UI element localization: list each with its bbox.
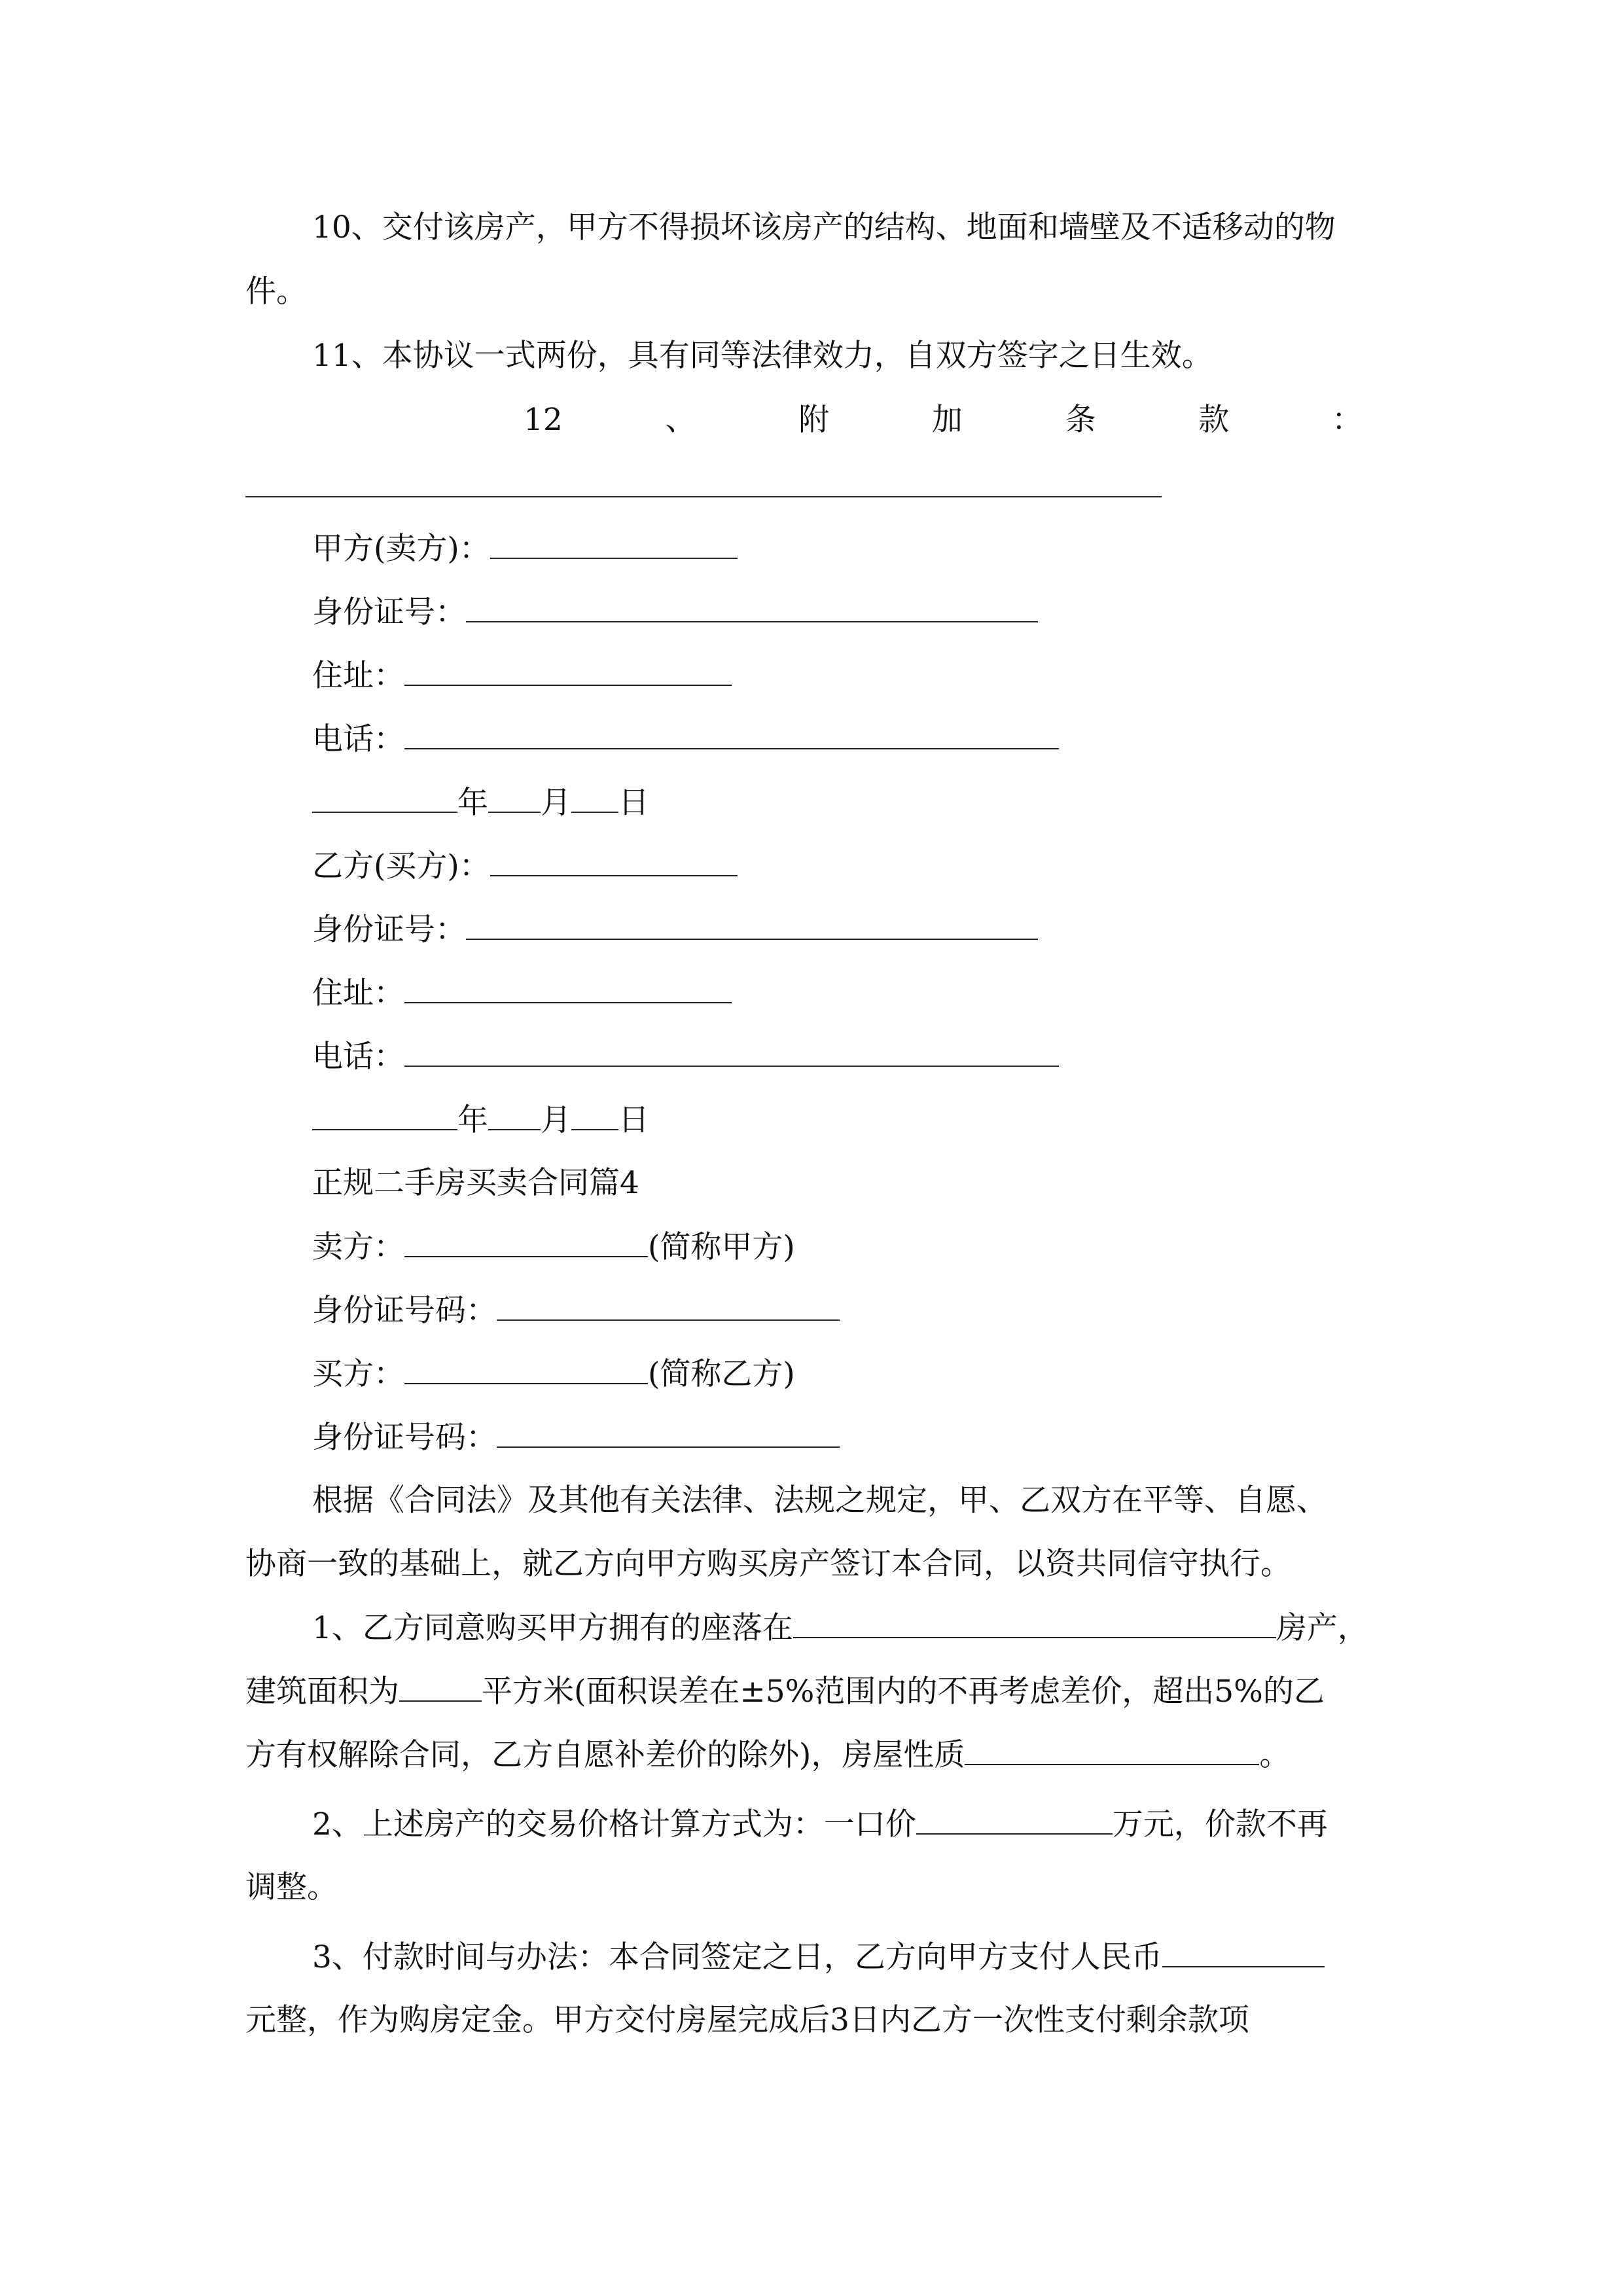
day-blank[interactable]	[571, 1100, 618, 1130]
buyer-label: 买方：	[312, 1356, 404, 1392]
month-label: 月	[541, 1102, 571, 1138]
seller-name-blank[interactable]	[404, 1227, 648, 1257]
party-a-label: 甲方(卖方)：	[312, 531, 490, 567]
party-b-address-line	[312, 973, 732, 1013]
clause-12-char: 条	[1065, 402, 1096, 438]
day-label: 日	[618, 785, 649, 821]
term-1-text: 1、乙方同意购买甲方拥有的座落在	[312, 1610, 793, 1646]
party-b-id-blank[interactable]	[466, 910, 1038, 940]
party-b-date-line	[312, 1100, 649, 1140]
year-blank[interactable]	[312, 783, 457, 813]
term-1-line-3	[245, 1735, 1290, 1775]
buyer-id-label: 身份证号码：	[312, 1420, 497, 1456]
clause-12-char: 12	[524, 402, 563, 438]
price-blank[interactable]	[916, 1804, 1113, 1835]
party-a-id-label: 身份证号：	[312, 594, 466, 630]
clause-10-line-2: 件。	[245, 274, 307, 310]
party-a-phone-line	[312, 719, 1059, 759]
day-blank[interactable]	[571, 783, 618, 813]
term-2-text: 2、上述房产的交易价格计算方式为：一口价	[312, 1806, 916, 1842]
clause-12-heading	[524, 401, 1363, 440]
clause-12-char: 、	[665, 402, 696, 438]
party-a-phone-label: 电话：	[312, 721, 404, 757]
party-a-address-blank[interactable]	[404, 656, 732, 686]
day-label: 日	[618, 1102, 649, 1138]
party-b-line	[312, 846, 738, 886]
party-b-id-line	[312, 910, 1038, 950]
clause-12-char: 附	[798, 402, 830, 438]
term-1-text: 建筑面积为	[245, 1674, 399, 1710]
term-1-text: 方有权解除合同，乙方自愿补差价的除外)，房屋性质	[245, 1737, 965, 1773]
term-3-text: 3、付款时间与办法：本合同签定之日，乙方向甲方支付人民币	[312, 1939, 1162, 1975]
party-b-name-blank[interactable]	[490, 846, 738, 876]
clause-11: 11、本协议一式两份，具有同等法律效力，自双方签字之日生效。	[312, 338, 1213, 374]
term-3-line-2: 元整，作为购房定金。甲方交付房屋完成后3日内乙方一次性支付剩余款项	[245, 2002, 1249, 2038]
term-3-line-1	[312, 1937, 1325, 1977]
party-b-address-label: 住址：	[312, 975, 404, 1011]
year-blank[interactable]	[312, 1100, 457, 1130]
month-blank[interactable]	[488, 1100, 541, 1130]
seller-line	[312, 1227, 795, 1267]
year-label: 年	[457, 785, 488, 821]
clause-12-char: 加	[931, 402, 963, 438]
party-b-phone-label: 电话：	[312, 1039, 404, 1075]
party-a-name-blank[interactable]	[490, 529, 738, 559]
seller-id-line	[312, 1291, 840, 1331]
seller-id-label: 身份证号码：	[312, 1293, 497, 1329]
party-b-id-label: 身份证号：	[312, 912, 466, 948]
seller-suffix: (简称甲方)	[648, 1229, 795, 1265]
term-2-line-1	[312, 1804, 1328, 1844]
term-1-text: 。	[1259, 1737, 1291, 1773]
deposit-blank[interactable]	[1162, 1937, 1325, 1967]
property-location-blank[interactable]	[793, 1608, 1276, 1638]
term-1-line-1	[312, 1608, 1368, 1648]
preamble-line-2: 协商一致的基础上，就乙方向甲方购买房产签订本合同，以资共同信守执行。	[245, 1546, 1291, 1582]
buyer-name-blank[interactable]	[404, 1354, 648, 1384]
preamble-line-1: 根据《合同法》及其他有关法律、法规之规定，甲、乙双方在平等、自愿、	[312, 1482, 1327, 1518]
clause-12-char: ：	[1331, 402, 1363, 438]
clause-10-line-1: 10、交付该房产，甲方不得损坏该房产的结构、地面和墙壁及不适移动的物	[312, 209, 1336, 245]
party-b-phone-blank[interactable]	[404, 1037, 1059, 1067]
buyer-id-line	[312, 1418, 840, 1458]
seller-id-blank[interactable]	[497, 1291, 840, 1321]
term-2-line-2: 调整。	[245, 1869, 338, 1905]
area-blank[interactable]	[399, 1672, 482, 1702]
month-label: 月	[541, 785, 571, 821]
party-a-id-blank[interactable]	[466, 592, 1038, 622]
property-nature-blank[interactable]	[965, 1735, 1259, 1765]
contract-title: 正规二手房买卖合同篇4	[312, 1165, 639, 1201]
party-a-line	[312, 529, 738, 569]
clause-12-char: 款	[1198, 402, 1230, 438]
seller-label: 卖方：	[312, 1229, 404, 1265]
party-b-label: 乙方(买方)：	[312, 848, 490, 884]
buyer-suffix: (简称乙方)	[648, 1356, 795, 1392]
buyer-line	[312, 1354, 795, 1394]
party-a-id-line	[312, 592, 1038, 632]
party-b-address-blank[interactable]	[404, 973, 732, 1003]
party-a-date-line	[312, 783, 649, 823]
term-2-text: 万元，价款不再	[1112, 1806, 1328, 1842]
year-label: 年	[457, 1102, 488, 1138]
additional-terms-blank[interactable]	[245, 496, 1162, 497]
party-a-phone-blank[interactable]	[404, 719, 1059, 749]
term-1-line-2	[245, 1672, 1325, 1712]
month-blank[interactable]	[488, 783, 541, 813]
party-b-phone-line	[312, 1037, 1059, 1077]
term-1-text: 房产，	[1275, 1610, 1368, 1646]
party-a-address-line	[312, 656, 732, 696]
buyer-id-blank[interactable]	[497, 1418, 840, 1448]
term-1-text: 平方米(面积误差在±5%范围内的不再考虑差价，超出5%的乙	[482, 1674, 1325, 1710]
party-a-address-label: 住址：	[312, 658, 404, 694]
